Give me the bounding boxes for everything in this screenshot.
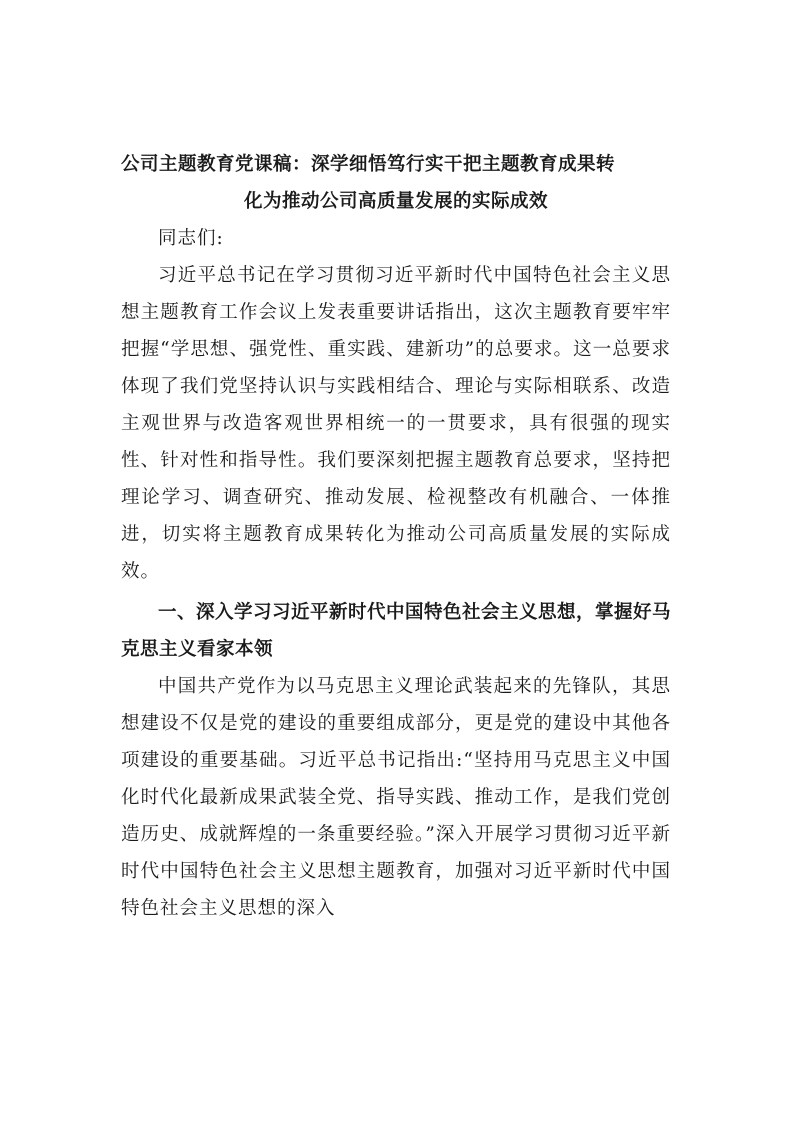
paragraph-section-1: 中国共产党作为以马克思主义理论武装起来的先锋队，其思想建设不仅是党的建设的重要组成部分，更是党的建设中其他各项建设的重要基础。习近平总书记指出:“坚持用马克思主义中国化时代化最新成果武装全党、指导实践、推动工作，是我们党创造历史、成就辉煌的一条重要经验。”深入开展学习贯彻习近平新时代中国特色社会主义思想主题教育，加强对习近平新时代中国特色社会主义思想的深入 [121,676,671,919]
greeting: 同志们: [158,228,224,249]
document-title [121,146,671,220]
section-heading-1: 一、深入学习习近平新时代中国特色社会主义思想，掌握好马克思主义看家本领 [121,602,672,660]
document-body [121,146,671,927]
title-line-2: 化为推动公司高质量发展的实际成效 [243,191,548,212]
paragraph-intro: 习近平总书记在学习贯彻习近平新时代中国特色社会主义思想主题教育工作会议上发表重要讲话指出，这次主题教育要牢牢把握“学思想、强党性、重实践、建新功”的总要求。这一总要求体现了我们党坚持认识与实践相结合、理论与实际相联系、改造主观世界与改造客观世界相统一的一贯要求，具有很强的现实性、针对性和指导性。我们要深刻把握主题教育总要求，坚持把理论学习、调查研究、推动发展、检视整改有机融合、一体推进，切实将主题教育成果转化为推动公司高质量发展的实际成效。 [121,265,671,582]
title-line-1: 公司主题教育党课稿：深学细悟笃行实干把主题教育成果转 [121,154,616,175]
